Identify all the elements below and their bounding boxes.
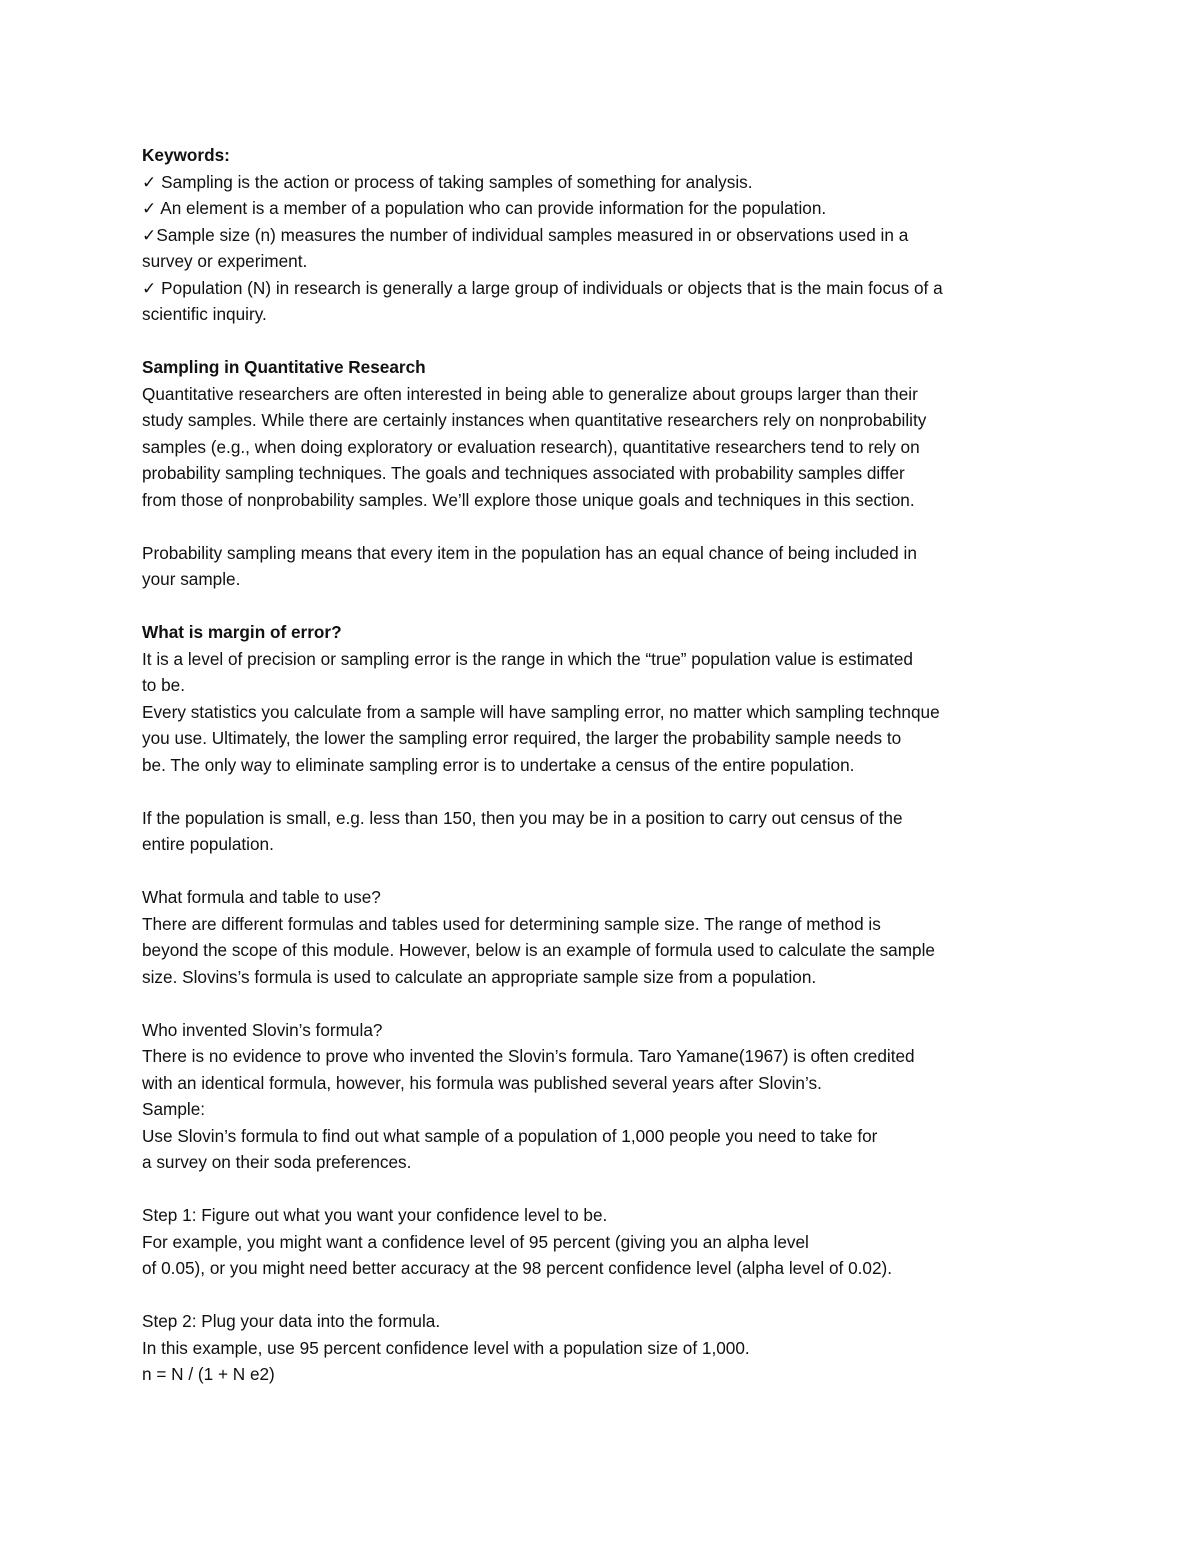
slovin-question: Who invented Slovin’s formula? [142,1019,383,1040]
paragraph-line: a survey on their soda preferences. [142,1152,412,1172]
keyword-element: ✓ An element is a member of a population who can provide information for the population. [142,198,827,218]
spacer [142,513,1072,540]
formula-question: What formula and table to use? [142,887,381,907]
paragraph-line: Every statistics you calculate from a sample will have sampling error, no matter which sampling technque [142,701,940,722]
paragraph-line: For example, you might want a confidence level of 95 percent (giving you an alpha level [142,1231,809,1252]
margin-of-error-section [142,619,1072,778]
paragraph-line: Use Slovin’s formula to find out what sample of a population of 1,000 people you need to take for [142,1125,878,1146]
sample-label: Sample: [142,1099,206,1119]
paragraph-line: beyond the scope of this module. However, below is an example of formula used to calculate the sample [142,940,935,960]
slovin-section [142,1017,1072,1176]
step1-heading: Step 1: Figure out what you want your confidence level to be. [142,1205,608,1225]
step1-section [142,1202,1072,1282]
paragraph-line: Quantitative researchers are often interested in being able to generalize about groups larger than their [142,383,918,404]
keyword-sample-size-cont: survey or experiment. [142,251,308,271]
keywords-heading: Keywords: [142,145,230,165]
keyword-sampling: ✓ Sampling is the action or process of taking samples of something for analysis. [142,171,753,192]
spacer [142,1282,1072,1309]
spacer [142,778,1072,805]
paragraph-line: to be. [142,675,186,695]
keywords-section [142,142,1072,328]
paragraph-line: It is a level of precision or sampling error is the range in which the “true” population value is estimated [142,648,913,669]
paragraph-line: size. Slovins’s formula is used to calculate an appropriate sample size from a population. [142,966,817,987]
spacer [142,593,1072,620]
paragraph-line: study samples. While there are certainly instances when quantitative researchers rely on nonprobability [142,410,927,430]
paragraph-line: There is no evidence to prove who invented the Slovin’s formula. Taro Yamane(1967) is often credited [142,1046,915,1066]
quantitative-heading: Sampling in Quantitative Research [142,357,426,377]
census-section [142,805,1072,858]
paragraph-line: be. The only way to eliminate sampling error is to undertake a census of the entire population. [142,754,855,775]
step2-section [142,1308,1072,1388]
keyword-sample-size: ✓Sample size (n) measures the number of individual samples measured in or observations used in a [142,224,909,245]
paragraph-line: of 0.05), or you might need better accuracy at the 98 percent confidence level (alpha level of 0.02). [142,1258,893,1278]
paragraph-line: In this example, use 95 percent confidence level with a population size of 1,000. [142,1337,750,1358]
spacer [142,328,1072,355]
keyword-population-cont: scientific inquiry. [142,304,267,324]
margin-heading: What is margin of error? [142,622,342,642]
quantitative-section [142,354,1072,513]
spacer [142,990,1072,1017]
slovin-formula: n = N / (1 + N e2) [142,1364,275,1384]
paragraph-line: entire population. [142,834,274,854]
paragraph-line: probability sampling techniques. The goals and techniques associated with probability samples differ [142,463,905,483]
probability-section [142,540,1072,593]
paragraph-line: If the population is small, e.g. less than 150, then you may be in a position to carry out census of the [142,807,903,828]
paragraph-line: with an identical formula, however, his formula was published several years after Slovin’s. [142,1072,822,1093]
paragraph-line: from those of nonprobability samples. We’ll explore those unique goals and techniques in this section. [142,489,915,510]
spacer [142,858,1072,885]
spacer [142,1176,1072,1203]
paragraph-line: your sample. [142,569,241,589]
paragraph-line: There are different formulas and tables used for determining sample size. The range of method is [142,913,881,934]
paragraph-line: Probability sampling means that every item in the population has an equal chance of being included in [142,542,917,563]
paragraph-line: you use. Ultimately, the lower the sampling error required, the larger the probability sample needs to [142,728,902,748]
formula-section [142,884,1072,990]
paragraph-line: samples (e.g., when doing exploratory or evaluation research), quantitative researchers tend to rely on [142,436,920,457]
step2-heading: Step 2: Plug your data into the formula. [142,1311,441,1331]
keyword-population: ✓ Population (N) in research is generally a large group of individuals or objects that is the main focus of a [142,277,943,298]
document-page [142,142,1072,1388]
